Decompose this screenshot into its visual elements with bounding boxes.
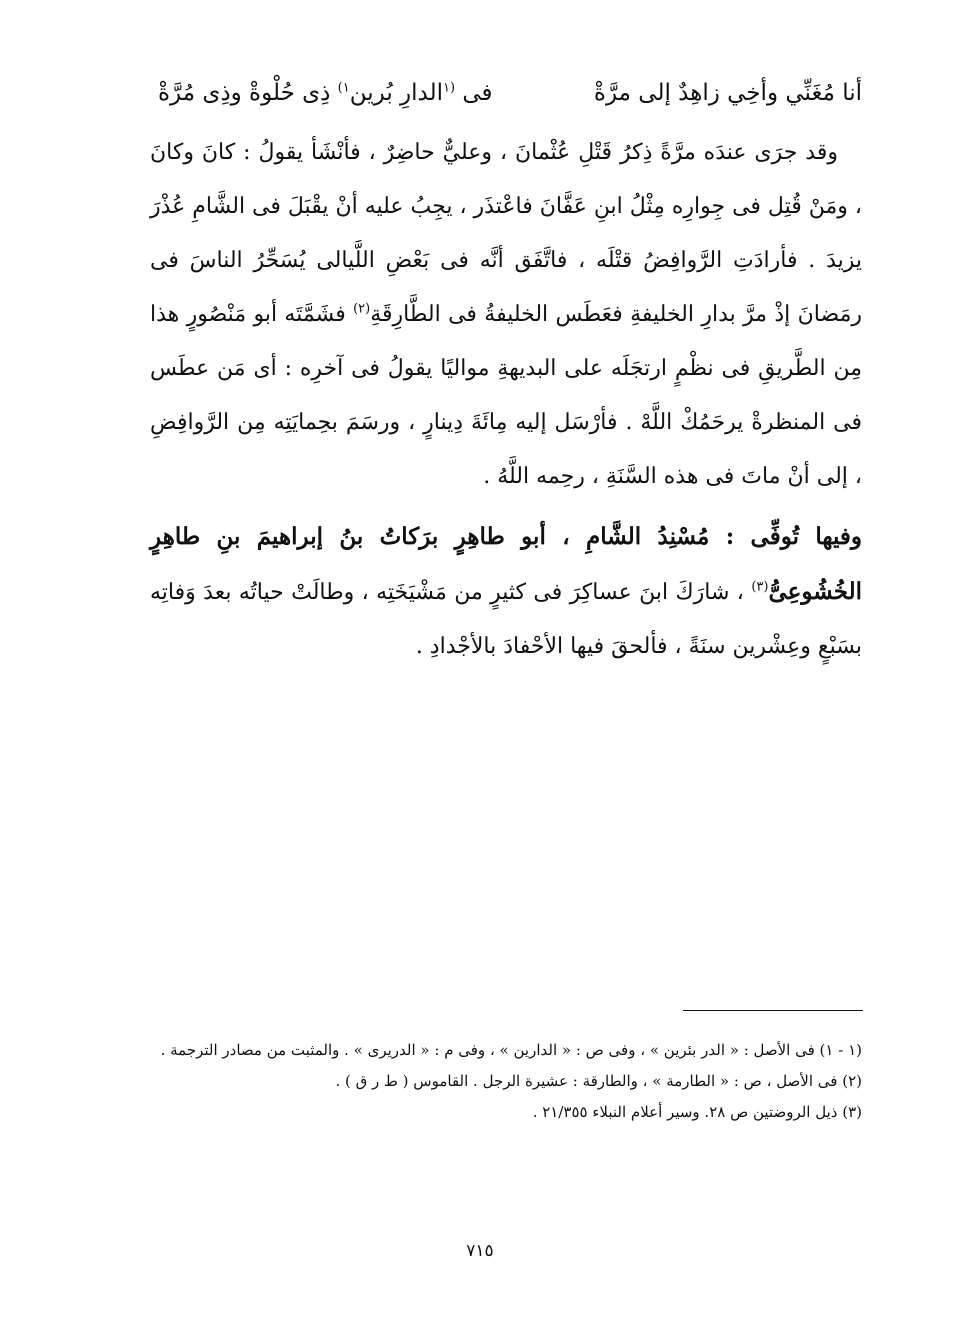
second-hemistich-prefix: فى <box>462 80 493 106</box>
paragraph-1-continuation: فشَمَّتَه أبو مَنْصُورٍ هذا مِن الطَّريقِ فى نظْمٍ ارتجَلَه على البديهةِ مواليًا يقولُ فى آخرِه : أى مَن عطَس فى المنظرةْ يرحَمُكْ اللَّهْ . فأرْسَل إليه مِائَةَ دِينارٍ ، ورسَمَ بحِمايَتِه مِن الرَّوافِضِ ، إلى أنْ ماتَ فى هذه السَّنَةِ ، رحِمه اللَّهُ . <box>150 302 862 489</box>
footnote-ref-1-close: ١) <box>337 80 350 96</box>
footnote-2: (٢) فى الأصل ، ص : « الطارمة » ، والطارقة : عشيرة الرجل . القاموس ( ط ر ق ) . <box>335 1072 862 1090</box>
paragraph-2-text: ، شارَكَ ابنَ عساكِرَ فى كثيرٍ من مَشْيَخَتِه ، وطالَتْ حياتُه بعدَ وَفاتِه بسَبْعٍ وعِشْرين سنَةً ، فألحقَ فيها الأحْفادَ بالأجْدادِ . <box>150 580 862 659</box>
footnote-divider <box>683 1010 863 1011</box>
first-hemistich: أنا مُغَنِّي وأخِي زاهِدٌ إلى مرَّةْ <box>593 80 862 106</box>
paragraph-1 <box>150 126 862 504</box>
footnote-1: (١ - ١) فى الأصل : « الدر بئرين » ، وفى ص : « الدارين » ، وفى م : « الدريرى » . والمثبت من مصادر الترجمة . <box>160 1041 862 1059</box>
footnote-3: (٣) ذيل الروضتين ص ٢٨. وسير أعلام النبلاء ٢١/٣٥٥ . <box>532 1103 862 1121</box>
second-hemistich <box>158 68 493 118</box>
footnote-ref-2: (٢) <box>353 301 371 317</box>
paragraph-2 <box>150 510 862 674</box>
paragraph-1-text: وقد جرَى عندَه مرَّةً ذِكرُ قَتْلِ عُثْمانَ ، وعليٌّ حاضِرٌ ، فأنْشَأ يقولُ : كانَ وكانَ ، ومَنْ قُتِل فى جِوارِه مِثْلُ ابنِ عَفَّانَ فاعْتذَر ، يجِبُ عليه أنْ يقْبَلَ فى الشَّامِ عُذْرَ يزيدَ . فأرادَتِ الرَّوافِضُ قتْلَه ، فاتَّفَق أنَّه فى بَعْضِ اللَّيالى يُسَحِّرُ الناسَ فى رمَضانَ إذْ مرَّ بدارِ الخليفةِ فعَطَس الخليفةُ فى الطَّارِقَةِ <box>150 140 862 327</box>
footnotes <box>140 1035 862 1128</box>
footnote-ref-1-open: (١ <box>443 80 456 96</box>
biography-heading: وفيها تُوفِّى : مُسْنِدُ الشَّامِ ، أبو طاهِرٍ برَكاتُ بنُ إبراهيمَ بنِ طاهِرٍ الخُشُوعِىُّ <box>150 523 862 605</box>
second-hemistich-text: الدارِ بُرين <box>349 80 444 106</box>
second-hemistich-suffix: ذِى حُلْوةْ وذِى مُرَّةْ <box>158 80 331 106</box>
page-number: ٧١٥ <box>466 1241 494 1261</box>
poem-verse <box>150 68 862 118</box>
footnote-ref-3: (٣) <box>751 579 769 595</box>
